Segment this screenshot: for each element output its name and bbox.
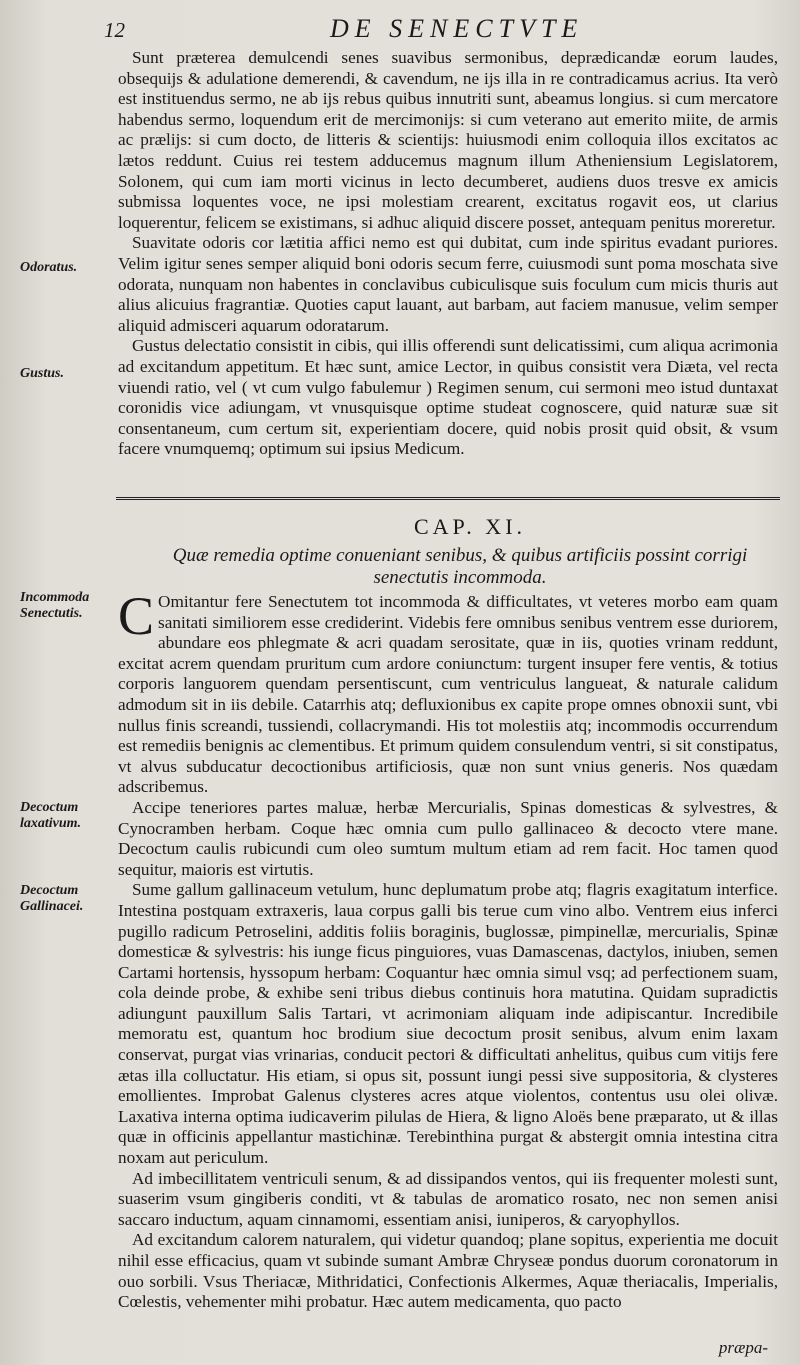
catchword: præpa- xyxy=(718,1338,768,1357)
margin-note-decoctum-laxativum: Decoctum laxativum. xyxy=(20,800,82,831)
margin-note-incommoda: Incommoda Senectutis. xyxy=(20,590,90,621)
margin-note-gustus: Gustus. xyxy=(20,366,64,381)
paragraph-incommoda-text: Omitantur fere Senectutem tot incommoda & difficultates, vt veteres morbo eam quam sanitati similiorem esse crediderint. Videbis fere omnibus senibus ventrem esse duriorem, abundare eos phlegmate & acri quadam serositate, quæ in iis, quoties vrinam reddunt, excitat acrem quendam pruritum cum ardore coniunctum: turgent insuper fere ventis, & totius corporis languorem quendam persentiscunt, cum ventriculus langueat, & naturale calidum admodum sit in iis debile. Catarrhis atq; defluxionibus ex capite prope omnes obnoxii sunt, vbi nullus finis screandi, tussiendi, collacrymandi. His tot molestiis atq; incommodis occurrendum est remediis benignis ac clementibus. Et primum quidem consulendum ventri, si sit constipatus, vt alvus subducatur decoctionibus artificiosis, quæ non sunt vnius generis. Nos quædam adscribemus. xyxy=(118,592,778,797)
paragraph-sermones: Sunt præterea demulcendi senes suavibus sermonibus, deprædicandæ eorum laudes, obsequijs & adulatione demerendi, & cavendum, ne ijs illa in re contradicamus acrius. Ita verò est instituendus sermo, ne ab ijs rebus quibus innutriti sunt, abeamus longius. si cum mercatore habendus sermo, loquendum erit de mercimonijs: si cum veterano aut emerito miite, de armis ac prælijs: si cum docto, de litteris & scientijs: huiusmodi enim colloquia illos excitatos ac lætos reddunt. Cuius rei testem adducemus magnum illum Atheniensium Legislatorem, Solonem, qui cum iam morti vicinus in lecto decumberet, audiens duos tresve ex amicis submissa loquentes voce, ne ipsi molestiam crearent, excitatus rogavit eos, ut clarius loquerentur, felicem se existimans, si adhuc aliquid discere posset, antequam penitus moreretur. xyxy=(118,48,778,232)
text-block-top xyxy=(118,48,778,460)
paragraph-decoctum-laxativum: Accipe teneriores partes maluæ, herbæ Mercurialis, Spinas domesticas & sylvestres, & Cynocramben herbam. Coque hæc omnia cum pullo gallinaceo & decocto vtere mane. Decoctum caulis rubicundi cum oleo sumtum multum etiam ad rem facit. Hoc tamen quod sequitur, maioris est virtutis. xyxy=(118,797,778,879)
paragraph-ventriculus: Ad imbecillitatem ventriculi senum, & ad dissipandos ventos, qui iis frequenter molesti sunt, suaserim vsum gingiberis conditi, vt & tabulas de aromatico rosato, nec non semen anisi saccaro inductum, aquam cinnamomi, essentiam anisi, iuniperos, & caryophyllos. xyxy=(118,1168,778,1229)
paragraph-decoctum-gallinacei: Sume gallum gallinaceum vetulum, hunc deplumatum probe atq; flagris exagitatum interfice. Intestina postquam extraxeris, laua corpus galli bis terue cum vino albo. Ventrem eius inferci pugillo radicum Petroselini, additis foliis boraginis, buglossæ, pimpinellæ, mercurialis, Spinæ domesticæ & sylvestris: his iunge ficus pinguiores, vuas Damascenas, dactylos, iniuben, semen Cartami hortensis, hyssopum herbam: Coquantur hæc omnia simul vsq; ad perfectionem suam, cola deinde probe, & exhibe seni tribus diebus continuis hora matutina. Quidam supradictis adiungunt pauxillum Salis Tartari, vt acrimoniam aliquam inde adipiscantur. Incredibile memoratu est, quantum hoc brodium siue decoctum prosit senibus, alvum enim laxam conservat, purgat vias vrinarias, conducit pectori & difficultati anhelitus, quibus cum vitijs fere ætas illa colluctatur. His etiam, si opus sit, possunt iungi pessi sive suppositoria, & clysteres emollientes. Improbat Galenus clysteres acres atque violentos, contentus usu olei olivæ. Laxativa interna optima iudicaverim pilulas de Hiera, & ligno Aloës bene præparato, ut & illas quæ in officinis appellantur mastichinæ. Terebinthina purgat & abstergit omnia intestina citra noxam aut periculum. xyxy=(118,880,778,1168)
paragraph-calor: Ad excitandum calorem naturalem, qui videtur quandoq; plane sopitus, experientia me docuit nihil esse efficacius, quam vt subinde sumant Ambræ Chryseæ pondus duorum coronatorum in ouo sorbili. Vsus Theriacæ, Mithridatici, Confectionis Alkermes, Aquæ theriacalis, Imperialis, Cœlestis, vehementer mihi probatur. Hæc autem medicamenta, quo pacto xyxy=(118,1230,778,1312)
section-divider xyxy=(116,497,780,500)
drop-cap-initial: C xyxy=(118,586,155,646)
margin-note-decoctum-gallinacei: Decoctum Gallinacei. xyxy=(20,883,84,914)
paragraph-odoratus: Suavitate odoris cor lætitia affici nemo est qui dubitat, cum inde spiritus evadant puriores. Velim igitur senes semper aliquid boni odoris secum ferre, cuiusmodi sunt poma moschata sive odorata, nunquam non habentes in conclavibus cubiculisque suis foculum cum micis thuris aut alius alicuius fragrantiæ. Quoties caput lauant, aut barbam, aut faciem manusue, velim semper aliquid admisceri aquarum odoratarum. xyxy=(118,233,778,335)
page-number: 12 xyxy=(104,18,125,42)
margin-note-odoratus: Odoratus. xyxy=(20,260,78,275)
chapter-title: Quæ remedia optime conueniant senibus, & quibus artificiis possint corrigi senectutis incommoda. xyxy=(172,545,748,588)
running-head: DE SENECTVTE xyxy=(330,14,584,43)
chapter-number: CAP. XI. xyxy=(413,514,527,539)
paragraph-incommoda xyxy=(118,586,778,798)
paragraph-gustus: Gustus delectatio consistit in cibis, qui illis offerendi sunt delicatissimi, cum aliqua acrimonia ad excitandum appetitum. Et hæc sunt, amice Lector, in quibus consistit vera Diæta, vel recta viuendi ratio, vel ( vt cum vulgo fabulemur ) Regimen senum, cui sermoni meo istud duntaxat coronidis vice adiungam, vt vnusquisque optime studeat cognoscere, quid naturæ suæ sit consentaneum, cum certum sit, experientiam docere, quid nobis prosit quid obsit, & vsum facere vnumquemq; optimum sui ipsius Medicum. xyxy=(118,336,778,459)
text-block-chapter xyxy=(118,586,778,1313)
